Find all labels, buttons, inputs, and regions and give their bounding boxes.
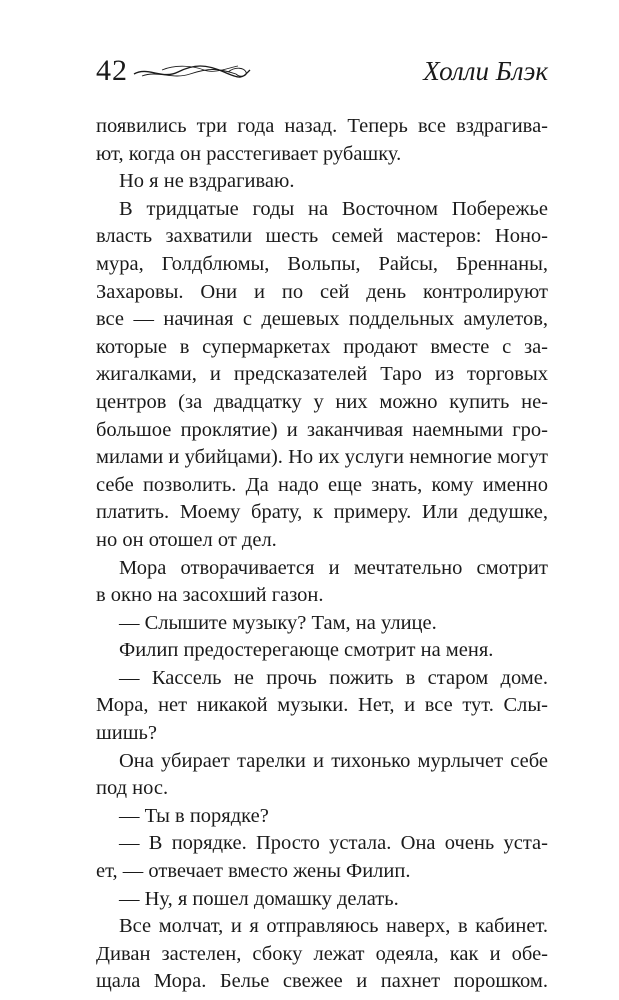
text-line: милами и убийцами). Но их услуги немногие могут [96, 446, 548, 469]
text-line: — В порядке. Просто устала. Она очень уста- [119, 832, 548, 855]
page-number: 42 [96, 54, 128, 87]
text-line: под нос. [96, 777, 169, 800]
text-line: щала Мора. Белье свежее и пахнет порошком. [96, 970, 548, 993]
text-line: ют, когда он расстегивает рубашку. [96, 142, 402, 165]
text-line: в окно на засохший газон. [96, 584, 324, 607]
text-line: — Кассель не прочь пожить в старом доме. [119, 666, 548, 689]
text-line: Мора, нет никакой музыки. Нет, и все тут. Слы- [96, 694, 548, 717]
text-line: себе позволить. Да надо еще знать, кому именно [96, 473, 548, 496]
text-line: Диван застелен, сбоку лежат одеяла, как и обе- [96, 942, 548, 965]
text-line: платить. Моему брату, к примеру. Или дедушке, [96, 501, 548, 524]
text-line: — Ну, я пошел домашку делать. [119, 887, 399, 910]
text-line: Но я не вздрагиваю. [119, 170, 295, 193]
flourish-ornament [132, 60, 252, 84]
text-line: большое проклятие) и заканчивая наемными гро- [96, 418, 548, 441]
running-head-author: Холли Блэк [423, 56, 548, 86]
text-line: шишь? [96, 722, 157, 745]
text-line: Захаровы. Они и по сей день контролируют [96, 280, 548, 303]
text-line: В тридцатые годы на Восточном Побережье [119, 197, 548, 220]
text-line: власть захватили шесть семей мастеров: Ноно- [96, 225, 548, 248]
text-line: Она убирает тарелки и тихонько мурлычет себе [119, 749, 548, 772]
page-header [96, 52, 548, 96]
text-line: Филип предостерегающе смотрит на меня. [119, 639, 494, 662]
text-line: появились три года назад. Теперь все вздрагива- [96, 115, 548, 137]
text-line: Мора отворачивается и мечтательно смотрит [119, 556, 548, 579]
text-line: — Слышите музыку? Там, на улице. [119, 611, 437, 634]
text-line: которые в супермаркетах продают вместе с за- [96, 335, 548, 358]
text-line: но он отошел от дел. [96, 528, 277, 551]
text-line: все — начиная с дешевых поддельных амулетов, [96, 308, 548, 331]
text-line: ет, — отвечает вместо жены Филип. [96, 860, 411, 883]
text-body [96, 113, 548, 996]
text-line: жигалками, и предсказателей Таро из торговых [96, 363, 548, 386]
text-line: центров (за двадцатку у них можно купить не- [96, 390, 548, 413]
text-line: Все молчат, и я отправляюсь наверх, в кабинет. [119, 915, 548, 938]
text-line: — Ты в порядке? [119, 804, 269, 827]
text-line: мура, Голдблюмы, Вольпы, Райсы, Бреннаны, [96, 252, 548, 275]
